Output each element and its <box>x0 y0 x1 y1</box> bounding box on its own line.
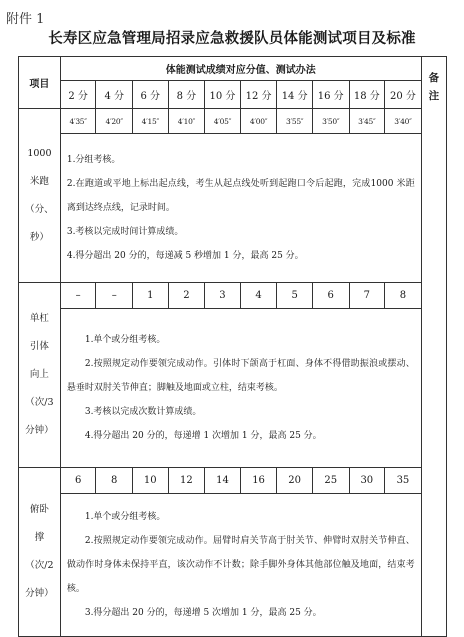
item-line: 米跑 <box>29 175 49 187</box>
item-line: 俯卧 <box>29 504 49 515</box>
value-cell: 14 <box>205 468 241 494</box>
method-push-up <box>60 494 421 637</box>
item-line: 撑 <box>34 532 45 543</box>
value-cell: 30 <box>349 468 385 494</box>
value-cell: 6 <box>60 468 96 494</box>
value-cell: 35 <box>385 468 422 494</box>
item-pull-up <box>19 283 61 468</box>
value-cell: 8 <box>385 283 422 309</box>
value-cell: 3 <box>205 283 241 309</box>
method-line: 2.按照规定动作要领完成动作。引体时下颌高于杠面、身体不得借助振浪或摆动、悬垂时双肘关节伸直；脚触及地面或立柱，结束考核。 <box>66 359 415 393</box>
value-cell: 3′55″ <box>277 109 313 134</box>
item-header: 项目 <box>19 57 61 109</box>
value-cell: 12 <box>168 468 205 494</box>
value-cell: – <box>60 283 96 309</box>
value-cell: 7 <box>349 283 385 309</box>
item-line: 引体 <box>29 341 49 352</box>
standard-header: 体能测试成绩对应分值、测试办法 <box>60 57 421 81</box>
value-cell: 4′05″ <box>205 109 241 134</box>
value-cell: 2 <box>168 283 205 309</box>
fitness-standards-table <box>18 56 447 637</box>
method-line: 1.单个或分组考核。 <box>84 335 166 345</box>
item-line: （分、 <box>25 203 54 215</box>
score-cell: 18 分 <box>349 81 385 109</box>
method-line: 1.分组考核。 <box>66 155 121 165</box>
value-cell: 3′45″ <box>349 109 385 134</box>
note-header-2: 注 <box>428 90 440 102</box>
score-cell: 6 分 <box>133 81 169 109</box>
value-cell: 16 <box>240 468 277 494</box>
attachment-label: 附件 1 <box>6 12 45 27</box>
score-cell: 16 分 <box>312 81 349 109</box>
item-line: （次/2 <box>25 560 54 571</box>
score-cell: 2 分 <box>60 81 96 109</box>
method-line: 3.考核以完成次数计算成绩。 <box>84 407 202 417</box>
item-line: 秒） <box>29 231 49 243</box>
method-line: 4.得分超出 20 分的，每递增 1 次增加 1 分，最高 25 分。 <box>84 431 322 441</box>
value-cell: 4 <box>240 283 277 309</box>
method-1000m-run <box>60 134 421 283</box>
value-cell: 10 <box>133 468 169 494</box>
value-cell: 20 <box>277 468 313 494</box>
score-cell: 4 分 <box>96 81 133 109</box>
method-line: 2.在跑道或平地上标出起点线，考生从起点线处听到起跑口令后起跑，完成1000 米距离到达终点线，记录时间。 <box>66 179 415 213</box>
value-cell: 6 <box>312 283 349 309</box>
value-cell: – <box>96 283 133 309</box>
value-cell: 4′35″ <box>60 109 96 134</box>
score-cell: 10 分 <box>205 81 241 109</box>
value-cell: 3′50″ <box>312 109 349 134</box>
value-cell: 4′00″ <box>240 109 277 134</box>
score-cell: 14 分 <box>277 81 313 109</box>
method-pull-up <box>60 309 421 468</box>
item-line: 1000 <box>27 147 52 159</box>
method-line: 1.单个或分组考核。 <box>84 512 166 522</box>
method-line: 3.考核以完成时间计算成绩。 <box>66 227 184 237</box>
note-column <box>421 57 446 637</box>
item-line: 分钟） <box>25 588 54 599</box>
page-title: 长寿区应急管理局招录应急救援队员体能测试项目及标准 <box>48 31 416 47</box>
item-line: 向上 <box>29 369 49 380</box>
item-line: （次/3 <box>25 397 54 408</box>
value-cell: 4′15″ <box>133 109 169 134</box>
method-line: 2.按照规定动作要领完成动作。屈臂时肩关节高于肘关节、伸臂时双肘关节伸直、做动作时身体未保持平直，该次动作不计数；除手脚外身体其他部位触及地面，结束考核。 <box>66 536 415 594</box>
value-cell: 4′20″ <box>96 109 133 134</box>
note-header-1: 备 <box>428 72 440 84</box>
score-cell: 12 分 <box>240 81 277 109</box>
value-cell: 3′40″ <box>385 109 422 134</box>
method-line: 3.得分超出 20 分的，每递增 5 次增加 1 分，最高 25 分。 <box>84 608 322 618</box>
item-1000m-run <box>19 109 61 283</box>
item-push-up <box>19 468 61 637</box>
value-cell: 4′10″ <box>168 109 205 134</box>
value-cell: 25 <box>312 468 349 494</box>
score-cell: 20 分 <box>385 81 422 109</box>
item-line: 分钟） <box>25 425 54 436</box>
method-line: 4.得分超出 20 分的，每递减 5 秒增加 1 分，最高 25 分。 <box>66 251 304 261</box>
value-cell: 1 <box>133 283 169 309</box>
value-cell: 5 <box>277 283 313 309</box>
value-cell: 8 <box>96 468 133 494</box>
score-cell: 8 分 <box>168 81 205 109</box>
item-line: 单杠 <box>29 313 49 324</box>
